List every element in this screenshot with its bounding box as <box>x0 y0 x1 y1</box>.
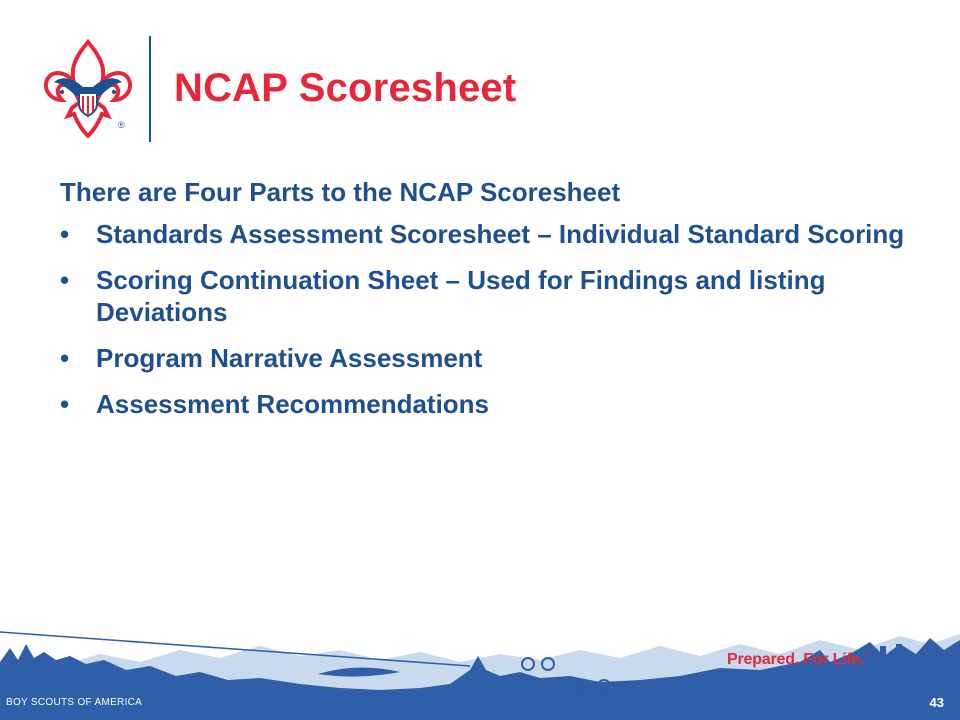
bullet-item: • Program Narrative Assessment <box>60 342 920 374</box>
bullet-list <box>60 218 920 420</box>
page-number: 43 <box>929 695 944 710</box>
header-divider <box>149 36 151 142</box>
bullet-item: • Standards Assessment Scoresheet – Individual Standard Scoring <box>60 218 920 250</box>
bullet-item: • Scoring Continuation Sheet – Used for Findings and listing Deviations <box>60 264 920 328</box>
slide-content <box>60 176 920 434</box>
lead-text: There are Four Parts to the NCAP Scoresheet <box>60 177 621 207</box>
slide-title: NCAP Scoresheet <box>174 66 517 110</box>
footer-org-text: BOY SCOUTS OF AMERICA <box>6 697 143 708</box>
tagline-main: Prepared. For Life. <box>727 651 865 668</box>
tagline-trademark: ™ <box>864 652 872 660</box>
tagline-text <box>727 651 871 669</box>
registered-mark: ® <box>118 120 125 130</box>
bsa-logo-icon <box>40 38 136 138</box>
bullet-item: • Assessment Recommendations <box>60 388 920 420</box>
